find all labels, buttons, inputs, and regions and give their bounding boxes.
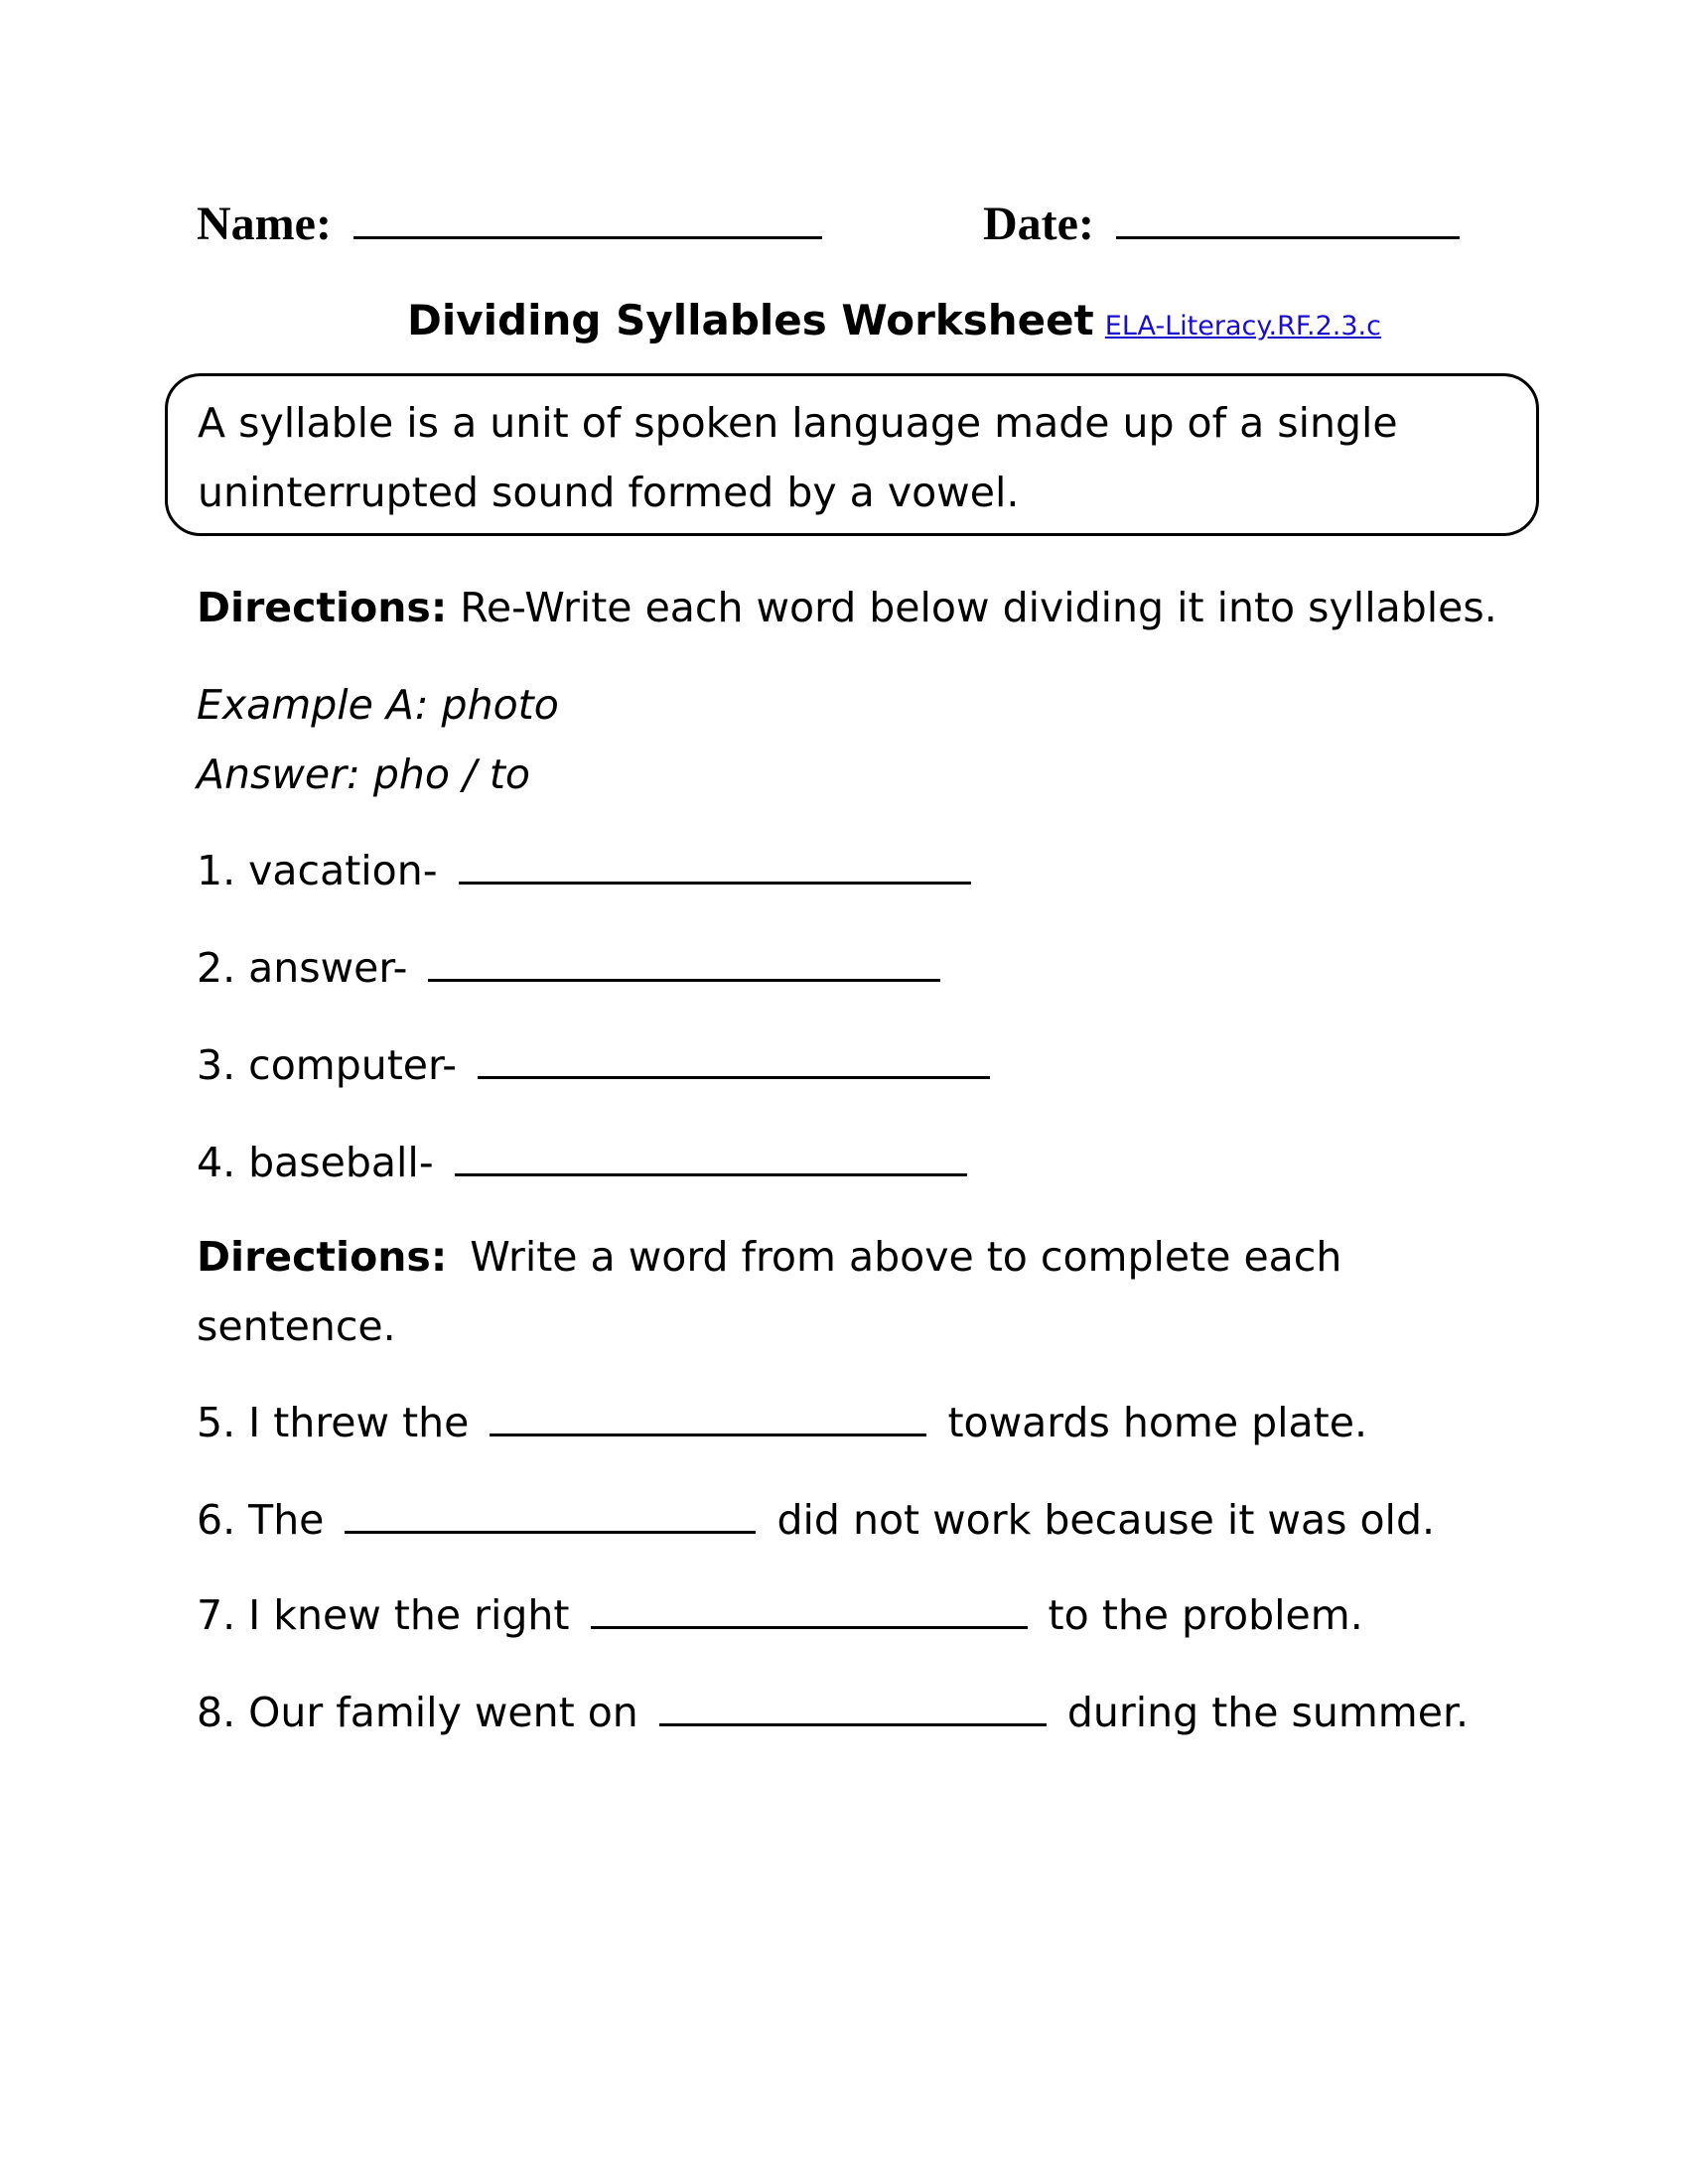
directions-1 xyxy=(197,584,1497,632)
sentence-after: did not work because it was old. xyxy=(776,1496,1436,1544)
sentence-after: during the summer. xyxy=(1066,1689,1470,1736)
sentence-blank[interactable] xyxy=(490,1398,926,1436)
directions-2-text: Write a word from above to complete each xyxy=(470,1233,1342,1281)
directions-2 xyxy=(197,1233,1341,1282)
answer-field[interactable] xyxy=(459,846,971,885)
sentence-before: 5. I threw the xyxy=(197,1399,470,1446)
worksheet-title-row xyxy=(407,296,1381,344)
item-label: 1. vacation- xyxy=(197,847,438,894)
item-label: 4. baseball- xyxy=(197,1139,434,1186)
directions-1-label: Directions: xyxy=(197,584,448,631)
definition-text: A syllable is a unit of spoken language made up of a single uninterrupted sound formed by a vowel. xyxy=(198,399,1398,516)
example-word: Example A: photo xyxy=(197,681,559,729)
directions-1-text: Re-Write each word below dividing it into syllables. xyxy=(460,584,1497,631)
standard-link[interactable]: ELA-Literacy.RF.2.3.c xyxy=(1104,311,1381,341)
directions-2-label: Directions: xyxy=(197,1233,448,1281)
sentence-blank[interactable] xyxy=(591,1590,1028,1629)
name-label: Name: xyxy=(197,198,332,250)
definition-box xyxy=(165,373,1539,536)
item-label: 3. computer- xyxy=(197,1041,458,1089)
list-item xyxy=(197,1138,975,1187)
sentence-after: towards home plate. xyxy=(947,1399,1367,1446)
worksheet-title: Dividing Syllables Worksheet xyxy=(407,296,1094,344)
list-item xyxy=(197,943,948,993)
answer-field[interactable] xyxy=(478,1040,990,1079)
sentence-item xyxy=(197,1398,1367,1447)
sentence-item xyxy=(197,1688,1469,1737)
name-field[interactable] xyxy=(353,199,822,239)
example-answer: Answer: pho / to xyxy=(197,751,530,798)
sentence-item xyxy=(197,1495,1435,1545)
sentence-item xyxy=(197,1590,1363,1640)
date-field[interactable] xyxy=(1116,199,1460,239)
sentence-before: 8. Our family went on xyxy=(197,1689,638,1736)
list-item xyxy=(197,846,979,895)
item-label: 2. answer- xyxy=(197,944,408,992)
answer-field[interactable] xyxy=(455,1138,967,1176)
answer-field[interactable] xyxy=(428,943,940,982)
sentence-before: 6. The xyxy=(197,1496,325,1544)
sentence-blank[interactable] xyxy=(345,1495,756,1534)
date-label: Date: xyxy=(983,198,1094,250)
date-row xyxy=(983,199,1460,248)
sentence-after: to the problem. xyxy=(1048,1591,1363,1639)
directions-2-continued: sentence. xyxy=(197,1302,396,1350)
sentence-blank[interactable] xyxy=(659,1688,1047,1726)
list-item xyxy=(197,1040,998,1090)
name-row xyxy=(197,199,822,248)
sentence-before: 7. I knew the right xyxy=(197,1591,570,1639)
